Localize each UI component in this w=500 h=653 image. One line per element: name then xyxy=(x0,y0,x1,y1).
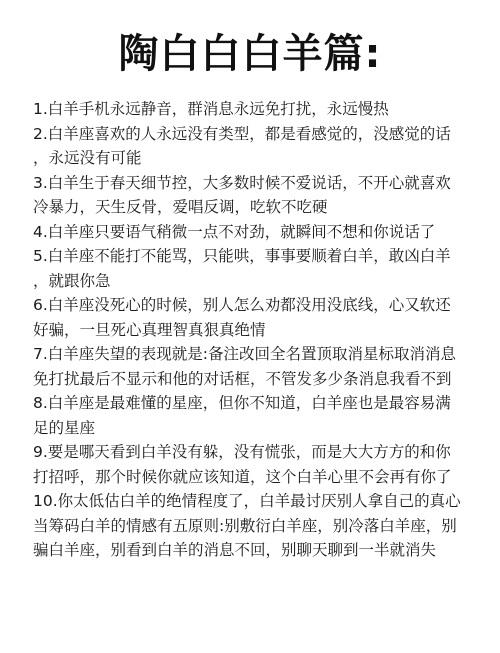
list-item-text-line: 9.要是哪天看到白羊没有躲，没有慌张，而是大大方方的和你 xyxy=(33,443,451,461)
list-item-text-line: 7.白羊座失望的表现就是:备注改回全名置顶取消星标取消消息 xyxy=(33,345,457,363)
list-item-text-line: 5.白羊座不能打不能骂，只能哄，事事要顺着白羊，敢凶白羊 xyxy=(33,247,451,265)
list-item-text-line: 10.你太低估白羊的绝情程度了，白羊最讨厌别人拿自己的真心 xyxy=(33,492,461,510)
list-item-text-line: 骗白羊座，别看到白羊的消息不回，别聊天聊到一半就消失 xyxy=(33,541,437,559)
list-item-text-line: 当筹码白羊的情感有五原则:别敷衍白羊座，别冷落白羊座，别 xyxy=(33,516,457,535)
list-item xyxy=(33,293,473,342)
list-item xyxy=(33,440,473,489)
list-item xyxy=(33,122,473,171)
list-item xyxy=(33,489,473,563)
list-item-text-line: 打招呼，那个时候你就应该知道，这个白羊心里不会再有你了 xyxy=(33,467,452,486)
list-item xyxy=(33,97,473,122)
list-item-text-line: 3.白羊生于春天细节控，大多数时候不爱说话，不开心就喜欢 xyxy=(33,173,451,192)
list-item-text-line: 好骗，一旦死心真理智真狠真绝情 xyxy=(33,320,266,339)
list-item-text-line: 足的星座 xyxy=(33,418,96,437)
tips-list xyxy=(33,97,473,563)
list-item-text-line: ，永远没有可能 xyxy=(33,149,142,167)
list-item-text-line: 8.白羊座是最难懂的星座，但你不知道，白羊座也是最容易满 xyxy=(33,394,451,412)
list-item xyxy=(33,391,473,440)
list-item-text-line: 4.白羊座只要语气稍微一点不对劲，就瞬间不想和你说话了 xyxy=(33,222,436,241)
list-item xyxy=(33,171,473,220)
page-title: 陶白白白羊篇: xyxy=(118,31,382,77)
list-item-text-line: 免打扰最后不显示和他的对话框，不管发多少条消息我看不到 xyxy=(33,369,452,388)
list-item xyxy=(33,244,473,293)
list-item-text-line: 2.白羊座喜欢的人永远没有类型，都是看感觉的，没感觉的话 xyxy=(33,124,451,143)
list-item-text-line: 冷暴力，天生反骨，爱唱反调，吃软不吃硬 xyxy=(33,198,328,216)
list-item xyxy=(33,342,473,391)
list-item xyxy=(33,220,473,245)
list-item-text-line: ，就跟你急 xyxy=(33,271,111,290)
list-item-text-line: 1.白羊手机永远静音，群消息永远免打扰，永远慢热 xyxy=(33,100,389,118)
list-item-text-line: 6.白羊座没死心的时候，别人怎么劝都没用没底线，心又软还 xyxy=(33,296,451,314)
